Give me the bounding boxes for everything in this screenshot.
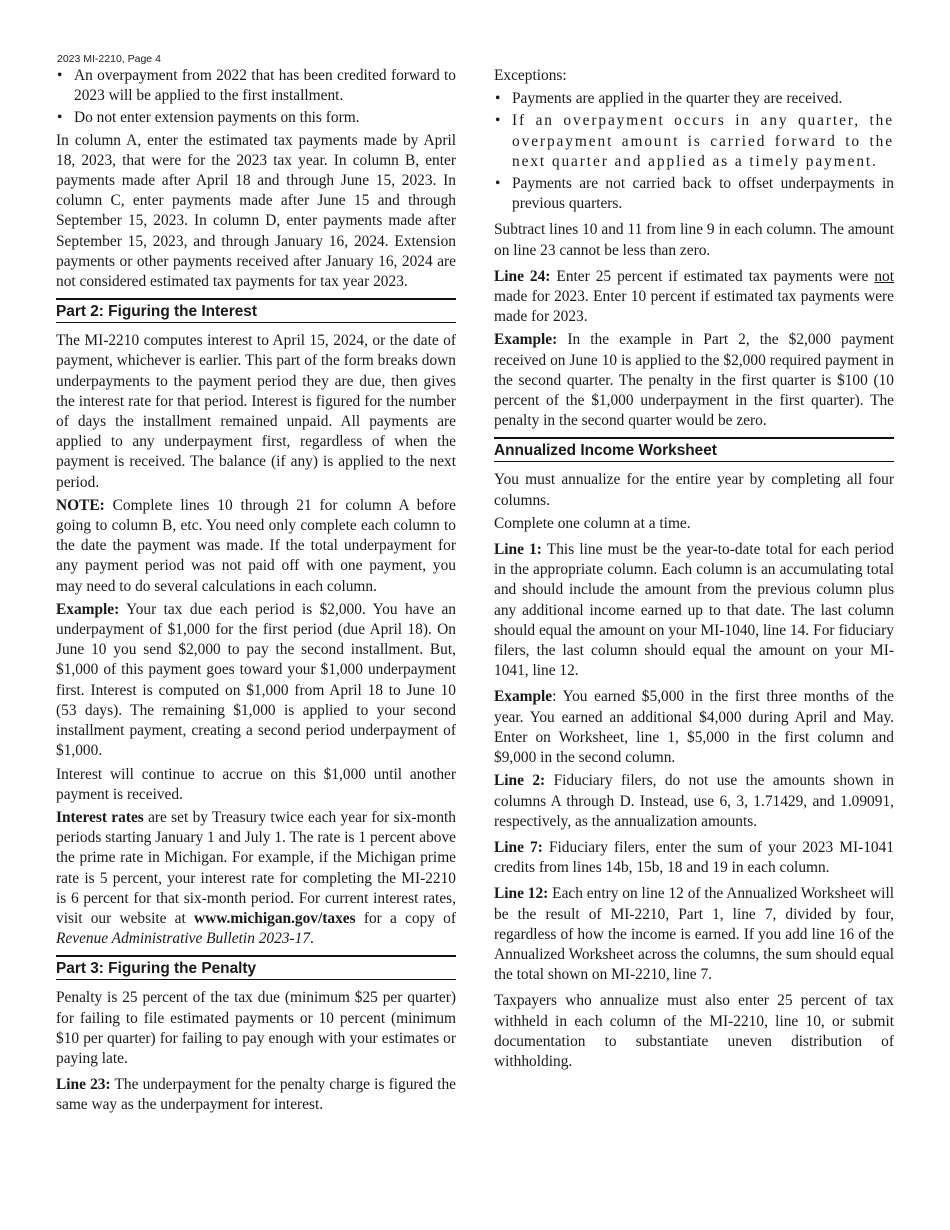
example2-label: Example — [494, 688, 553, 706]
line2-label: Line 2: — [494, 772, 546, 790]
interest-rates-text: for a copy of — [355, 909, 456, 927]
example2-text: : You earned $5,000 in the first three months of the year. You earned an additional $4,000 during April and May. Enter on Worksheet, line 1, $5,000 in the first column and $9,000 in the second column. — [494, 688, 894, 767]
line7-label: Line 7: — [494, 838, 543, 856]
left-column — [56, 66, 456, 1119]
line24-text: Enter 25 percent if estimated tax payments were — [550, 267, 875, 285]
overpayment-bullets — [56, 66, 456, 129]
note-paragraph — [56, 496, 456, 597]
part2-paragraph: The MI-2210 computes interest to April 15, 2024, or the date of payment, whichever is earlier. This part of the form breaks down underpayments to the payment period they are due, then gives the interest rate for that period. Interest is figured for the number of days the installment remained unpaid. All payments are applied to any underpayment first, regardless of when the payment is received. The balance (if any) is applied to the next period. — [56, 332, 456, 491]
example2-paragraph — [494, 687, 894, 768]
annualized-worksheet-heading: Annualized Income Worksheet — [494, 437, 894, 462]
bullet-item: • Payments are not carried back to offset underpayments in previous quarters. — [494, 174, 894, 214]
right-column — [494, 66, 894, 1075]
part3-heading: Part 3: Figuring the Penalty — [56, 955, 456, 980]
line1-label: Line 1: — [494, 541, 542, 559]
line12-paragraph — [494, 884, 894, 985]
bullet-item: • If an overpayment occurs in any quarter, the overpayment amount is carried forward to the next quarter and applied as a timely payment. — [494, 111, 894, 172]
interest-rates-paragraph — [56, 808, 456, 949]
line2-text: Fiduciary filers, do not use the amounts shown in columns A through D. Instead, use 6, 3, 1.71429, and 1.09091, respectively, as the annualization amounts. — [494, 772, 894, 830]
line12-text: Each entry on line 12 of the Annualized Worksheet will be the result of MI-2210, Part 1, line 7, divided by four, regardless of how the income is earned. If you add line 16 of the Annualized Worksheet across the columns, the sum should equal the total shown on MI-2210, line 7. — [494, 885, 894, 984]
penalty-paragraph: Penalty is 25 percent of the tax due (minimum $25 per quarter) for failing to file estimated payments or 10 percent (minimum $10 per quarter) for failing to pay enough with your estimates or paying late. — [56, 989, 456, 1067]
example-paragraph — [494, 330, 894, 431]
subtract-paragraph: Subtract lines 10 and 11 from line 9 in each column. The amount on line 23 cannot be less than zero. — [494, 221, 894, 259]
example-text: Your tax due each period is $2,000. You have an underpayment of $1,000 for the first period (due April 18). On June 10 you send $2,000 to pay the second installment. But, $1,000 of this payment goes toward your $1,000 underpayment first. Interest is computed on $1,000 from April 18 to June 10 (53 days). The remaining $1,000 is applied to your second installment payment, creating a second period underpayment of $1,000. — [56, 600, 456, 760]
treasury-website-link[interactable]: www.michigan.gov/taxes — [194, 909, 356, 927]
line1-text: This line must be the year-to-date total for each period in the appropriate column. Each column is an accumulating total and should include the amount from the previous column plus any additional income earned up to that date. The last column should equal the amount on your MI-1040, line 14. For fiduciary filers, the last column should equal the amount on your MI-1041, line 12. — [494, 541, 894, 680]
line24-not: not — [874, 267, 895, 285]
line2-paragraph — [494, 771, 894, 832]
example-text: In the example in Part 2, the $2,000 payment received on June 10 is applied to the $2,000 required payment in the second quarter. The penalty in the first quarter is $100 (10 percent of the $1,000 underpayment in the first quarter). The penalty in the second quarter would be zero. — [494, 331, 894, 430]
line23-label: Line 23: — [56, 1076, 111, 1094]
interest-rates-label: Interest rates — [56, 808, 144, 826]
line23-text: The underpayment for the penalty charge is figured the same way as the underpayment for interest. — [56, 1076, 457, 1114]
bullet-item: • Do not enter extension payments on this form. — [56, 108, 456, 128]
annualize-paragraph: You must annualize for the entire year by completing all four columns. — [494, 471, 894, 509]
interest-rates-text: are set by Treasury twice each year for six-month periods starting January 1 and July 1. The rate is 1 percent above the prime rate in Michigan. For example, if the Michigan prime rate is 5 percent, your interest rate for completing the MI-2210 is 6 percent for that six-month period. For current interest rates, visit our website at — [56, 808, 456, 927]
page-header: 2023 MI-2210, Page 4 — [57, 53, 161, 65]
bullet-item: • An overpayment from 2022 that has been credited forward to 2023 will be applied to the first installment. — [56, 66, 456, 106]
line12-label: Line 12: — [494, 885, 549, 903]
note-label: NOTE: — [56, 496, 105, 514]
line1-paragraph — [494, 540, 894, 681]
line7-text: Fiduciary filers, enter the sum of your 2023 MI-1041 credits from lines 14b, 15b, 18 and 19 in each column. — [494, 838, 894, 877]
line24-label: Line 24: — [494, 267, 551, 285]
one-column-paragraph: Complete one column at a time. — [494, 514, 691, 532]
note-text: Complete lines 10 through 21 for column A before going to column B, etc. You need only complete each column to the date the payment was made. If the total underpayment for any payment period was not paid off with one payment, you may need to do several calculations in each column. — [56, 496, 456, 595]
example-paragraph — [56, 600, 456, 762]
line24-paragraph — [494, 267, 894, 328]
accrue-paragraph: Interest will continue to accrue on this $1,000 until another payment is received. — [56, 765, 456, 803]
line24-text: made for 2023. Enter 10 percent if estimated tax payments were made for 2023. — [494, 288, 894, 326]
withheld-paragraph: Taxpayers who annualize must also enter 25 percent of tax withheld in each column of the MI-2210, line 10, or submit documentation to substantiate uneven distribution of withholding. — [494, 992, 894, 1070]
example-label: Example: — [56, 600, 120, 618]
exceptions-bullets — [494, 89, 894, 214]
line23-paragraph — [56, 1075, 456, 1115]
interest-rates-text: . — [310, 930, 314, 948]
part2-heading: Part 2: Figuring the Interest — [56, 298, 456, 323]
columns-paragraph: In column A, enter the estimated tax payments made by April 18, 2023, that were for the 2023 tax year. In column B, enter payments made after April 18 and through June 15, 2023. In column C, enter payments made after June 15 and through September 15, 2023. In column D, enter payments made after September 15, 2023, and through January 16, 2024. Extension payments or other payments received after January 16, 2024 are not considered estimated tax payments for tax year 2023. — [56, 131, 456, 291]
bulletin-title: Revenue Administrative Bulletin 2023-17 — [56, 930, 311, 948]
exceptions-label: Exceptions: — [494, 67, 567, 84]
bullet-item: • Payments are applied in the quarter they are received. — [494, 89, 894, 109]
example-label: Example: — [494, 331, 558, 349]
line7-paragraph — [494, 838, 894, 878]
